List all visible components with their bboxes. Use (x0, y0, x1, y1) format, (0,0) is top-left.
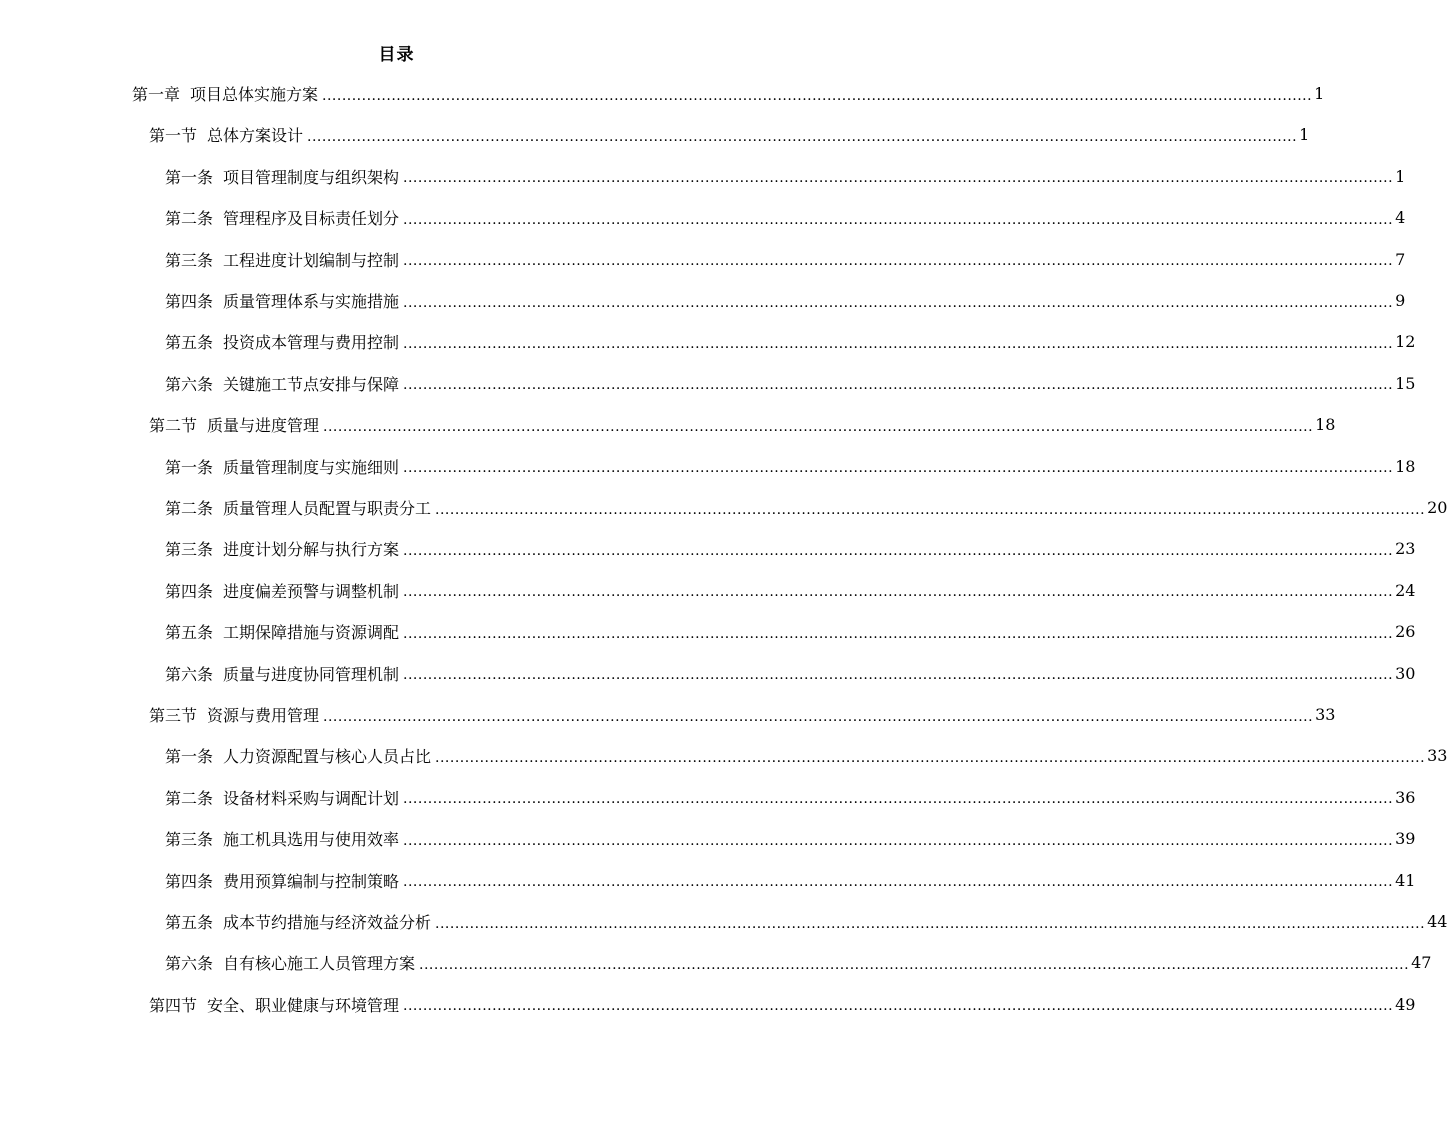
toc-leader-dots: ........................................................................................................................................................................................................ (403, 253, 1394, 270)
toc-entry-label (165, 620, 399, 643)
toc-entry-label (149, 703, 319, 726)
toc-entry-text: 质量管理体系与实施措施 (223, 292, 400, 311)
toc-entry[interactable] (165, 280, 1406, 321)
toc-page-number: 4 (1395, 208, 1406, 228)
toc-leader-dots: ........................................................................................................................................................................................................ (403, 335, 1394, 352)
toc-entry-label (165, 744, 431, 767)
toc-page-number: 20 (1427, 498, 1447, 517)
toc-leader-dots: ........................................................................................................................................................................................................ (403, 832, 1394, 849)
toc-page-number: 39 (1395, 829, 1416, 849)
toc-page-number: 12 (1395, 332, 1416, 352)
toc-entry-label (149, 993, 399, 1016)
toc-entry-label (165, 496, 431, 519)
toc-entry-label (165, 786, 399, 809)
toc-entry-text: 管理程序及目标责任划分 (223, 209, 400, 229)
toc-entry-number: 第二条 (165, 499, 214, 518)
toc-leader-dots: ........................................................................................................................................................................................................ (403, 625, 1394, 642)
toc-entry-label (165, 289, 399, 312)
toc-entry-text: 质量管理人员配置与职责分工 (223, 499, 432, 518)
toc-page-number: 1 (1395, 166, 1406, 186)
toc-entry-label (165, 165, 399, 188)
toc-page-number: 36 (1395, 787, 1416, 807)
toc-page-number: 15 (1395, 373, 1416, 393)
toc-entry-number: 第三节 (149, 706, 198, 725)
toc-entry-label (165, 910, 431, 933)
toc-entry[interactable] (165, 860, 1416, 901)
toc-entry-number: 第四条 (165, 581, 214, 601)
toc-entry-number: 第四条 (165, 871, 214, 891)
toc-entry-text: 资源与费用管理 (207, 706, 320, 725)
toc-entry[interactable] (165, 528, 1416, 569)
toc-entry-text: 投资成本管理与费用控制 (223, 333, 400, 353)
toc-entry-text: 总体方案设计 (207, 126, 304, 146)
toc-entry[interactable] (165, 901, 1447, 942)
toc-entry-text: 安全、职业健康与环境管理 (207, 995, 400, 1015)
toc-entry[interactable] (132, 73, 1325, 114)
toc-entry-label (165, 206, 399, 229)
toc-entry[interactable] (165, 446, 1416, 487)
toc-leader-dots: ........................................................................................................................................................................................................ (403, 542, 1394, 559)
toc-entry[interactable] (165, 363, 1416, 404)
toc-page-number: 41 (1395, 870, 1416, 890)
toc-entry-number: 第一节 (149, 126, 198, 146)
toc-entry-label (149, 123, 303, 146)
toc-leader-dots: ........................................................................................................................................................................................................ (403, 294, 1394, 311)
toc-entry-label (165, 827, 399, 850)
toc-entry-number: 第三条 (165, 250, 214, 270)
toc-entry-number: 第六条 (165, 374, 214, 394)
toc-leader-dots: ........................................................................................................................................................................................................ (323, 418, 1314, 435)
toc-leader-dots: ........................................................................................................................................................................................................ (403, 170, 1394, 187)
toc-entry-text: 自有核心施工人员管理方案 (223, 954, 416, 974)
toc-entry-text: 工期保障措施与资源调配 (223, 623, 400, 643)
toc-entry-number: 第一条 (165, 747, 214, 767)
toc-page-number: 33 (1427, 746, 1447, 766)
toc-page-number: 44 (1427, 912, 1447, 931)
toc-entry-label (165, 537, 399, 560)
toc-page-number: 18 (1395, 456, 1416, 476)
toc-entry-number: 第三条 (165, 830, 214, 850)
toc-entry-label (165, 662, 399, 685)
toc-entry[interactable] (165, 487, 1447, 528)
toc-leader-dots: ........................................................................................................................................................................................................ (419, 956, 1410, 973)
toc-entry-text: 项目总体实施方案 (190, 85, 319, 104)
toc-leader-dots: ........................................................................................................................................................................................................ (403, 584, 1394, 601)
toc-leader-dots: ........................................................................................................................................................................................................ (403, 377, 1394, 394)
toc-entry-number: 第五条 (165, 913, 214, 932)
toc-page-number: 1 (1299, 125, 1310, 145)
toc-page-number: 1 (1314, 84, 1325, 103)
toc-entry-text: 人力资源配置与核心人员占比 (223, 747, 432, 767)
toc-page-number: 9 (1395, 291, 1406, 310)
toc-page-number: 7 (1395, 249, 1406, 269)
toc-page-number: 26 (1395, 622, 1416, 642)
toc-leader-dots: ........................................................................................................................................................................................................ (307, 128, 1298, 145)
toc-entry-text: 关键施工节点安排与保障 (223, 374, 400, 394)
toc-entry-number: 第五条 (165, 333, 214, 353)
toc-entry-number: 第一条 (165, 167, 214, 187)
toc-entry[interactable] (149, 694, 1336, 735)
toc-entry-label (165, 869, 399, 892)
toc-leader-dots: ........................................................................................................................................................................................................ (322, 87, 1313, 104)
toc-leader-dots: ........................................................................................................................................................................................................ (403, 998, 1394, 1015)
toc-entry-text: 质量与进度管理 (207, 416, 320, 436)
toc-title: 目录 (378, 45, 415, 65)
toc-entry-label (165, 579, 399, 602)
toc-leader-dots: ........................................................................................................................................................................................................ (403, 460, 1394, 477)
toc-entry[interactable] (165, 239, 1406, 280)
toc-page-number: 24 (1395, 580, 1416, 600)
toc-entry-label (165, 951, 415, 974)
toc-entry-text: 质量与进度协同管理机制 (223, 664, 400, 684)
toc-entry-number: 第一章 (132, 85, 181, 104)
toc-entry-number: 第四节 (149, 995, 198, 1015)
toc-leader-dots: ........................................................................................................................................................................................................ (435, 501, 1426, 518)
toc-entry-text: 施工机具选用与使用效率 (223, 830, 400, 850)
toc-entry[interactable] (165, 818, 1416, 859)
toc-leader-dots: ........................................................................................................................................................................................................ (403, 211, 1394, 228)
toc-leader-dots: ........................................................................................................................................................................................................ (403, 667, 1394, 684)
toc-entry[interactable] (165, 570, 1416, 611)
toc-page-number: 23 (1395, 539, 1416, 559)
toc-entry-text: 进度计划分解与执行方案 (223, 540, 400, 560)
toc-entry-label (165, 372, 399, 395)
toc-entry[interactable] (165, 611, 1416, 652)
toc-page-number: 18 (1315, 415, 1336, 435)
toc-entry-text: 工程进度计划编制与控制 (223, 250, 400, 270)
toc-entry-text: 进度偏差预警与调整机制 (223, 581, 400, 601)
toc-entry-number: 第四条 (165, 292, 214, 311)
toc-entry-label (132, 82, 318, 105)
toc-entry-text: 质量管理制度与实施细则 (223, 457, 400, 477)
toc-entry-number: 第三条 (165, 540, 214, 560)
toc-entry-number: 第六条 (165, 664, 214, 684)
toc-page-number: 47 (1411, 953, 1432, 973)
toc-leader-dots: ........................................................................................................................................................................................................ (435, 915, 1426, 932)
toc-entry[interactable] (165, 942, 1432, 983)
toc-entry-number: 第二条 (165, 209, 214, 229)
toc-page-number: 49 (1395, 994, 1416, 1014)
toc-entry[interactable] (165, 777, 1416, 818)
toc-page-number: 33 (1315, 705, 1336, 724)
toc-leader-dots: ........................................................................................................................................................................................................ (435, 749, 1426, 766)
toc-entry[interactable] (165, 735, 1447, 776)
toc-leader-dots: ........................................................................................................................................................................................................ (323, 708, 1314, 725)
toc-entry[interactable] (165, 321, 1416, 362)
toc-entry-label (165, 248, 399, 271)
toc-entry-number: 第二条 (165, 788, 214, 808)
toc-entry-text: 费用预算编制与控制策略 (223, 871, 400, 891)
toc-entry-number: 第五条 (165, 623, 214, 643)
toc-page-number: 30 (1395, 663, 1416, 683)
toc-entry-text: 项目管理制度与组织架构 (223, 167, 400, 187)
toc-entry-number: 第一条 (165, 457, 214, 477)
toc-leader-dots: ........................................................................................................................................................................................................ (403, 791, 1394, 808)
toc-entry-number: 第二节 (149, 416, 198, 436)
toc-entry[interactable] (149, 984, 1416, 1025)
toc-entry[interactable] (165, 197, 1406, 238)
toc-leader-dots: ........................................................................................................................................................................................................ (403, 874, 1394, 891)
toc-entry[interactable] (149, 404, 1336, 445)
toc-entry-label (165, 330, 399, 353)
toc-entry-label (165, 455, 399, 478)
toc-entry[interactable] (165, 653, 1416, 694)
toc-entry[interactable] (149, 114, 1310, 155)
toc-entry-text: 成本节约措施与经济效益分析 (223, 913, 432, 932)
toc-entry-number: 第六条 (165, 954, 214, 974)
toc-entry-label (149, 413, 319, 436)
toc-entry-text: 设备材料采购与调配计划 (223, 788, 400, 808)
toc-entry[interactable] (165, 156, 1406, 197)
